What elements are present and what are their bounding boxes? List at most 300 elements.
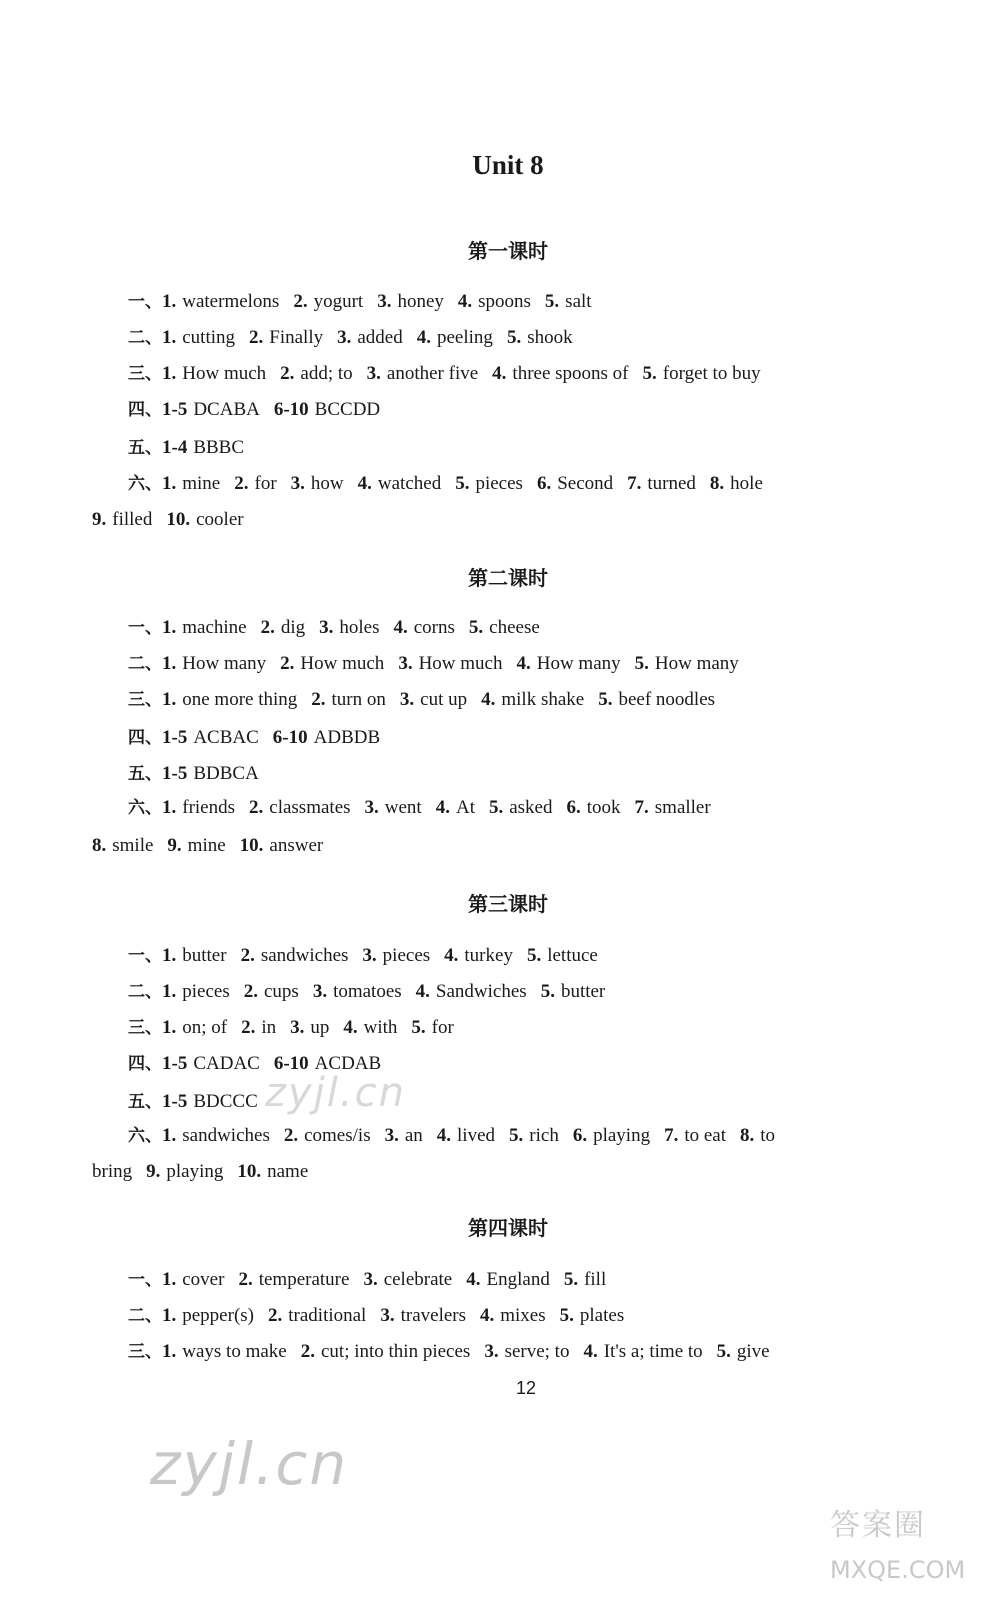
answer-text: friends xyxy=(182,797,236,818)
answer-text: serve; to xyxy=(504,1341,570,1362)
answer-row xyxy=(128,326,920,350)
answer-text: machine xyxy=(182,617,247,638)
question-number: 4. xyxy=(393,617,408,638)
answer-text: for xyxy=(431,1017,454,1038)
question-number: 5. xyxy=(526,945,542,966)
answer-item xyxy=(394,616,455,640)
answer-text: classmates xyxy=(269,797,351,818)
answer-text: asked xyxy=(509,797,553,818)
answer-text: ways to make xyxy=(182,1341,287,1362)
answer-item xyxy=(509,1124,559,1148)
question-number: 3. xyxy=(319,617,334,638)
section-marker: 三、 xyxy=(128,1018,162,1038)
answer-text: rich xyxy=(529,1125,559,1146)
question-number: 4. xyxy=(435,797,450,818)
section-marker: 五、 xyxy=(128,1092,162,1112)
answer-item xyxy=(643,362,761,386)
answer-item xyxy=(740,1124,775,1148)
question-number: 2. xyxy=(280,653,295,674)
answer-text: to eat xyxy=(684,1125,727,1146)
answer-item xyxy=(240,834,324,858)
question-number: 10. xyxy=(166,509,191,530)
answer-text: another five xyxy=(386,363,479,384)
answer-item xyxy=(566,796,620,820)
answer-text: ADBDB xyxy=(313,727,381,748)
answer-text: England xyxy=(486,1269,550,1290)
answer-text: travelers xyxy=(400,1305,466,1326)
question-number: 9. xyxy=(92,509,107,530)
question-number: 1-5 xyxy=(162,399,188,420)
question-number: 3. xyxy=(290,473,305,494)
question-number: 1. xyxy=(162,363,177,384)
answer-item xyxy=(484,1340,569,1364)
question-number: 4. xyxy=(457,291,473,312)
answer-text: how xyxy=(310,473,344,494)
answer-item xyxy=(249,326,323,350)
question-number: 3. xyxy=(312,981,328,1002)
lesson-title: 第三课时 xyxy=(468,892,548,916)
answer-item xyxy=(537,472,613,496)
answer-item xyxy=(469,616,540,640)
answer-text: pieces xyxy=(475,473,523,494)
answer-text: cut; into thin pieces xyxy=(320,1341,471,1362)
answer-item xyxy=(635,796,711,820)
answer-row xyxy=(128,1016,920,1040)
answer-text: butter xyxy=(182,945,227,966)
section-marker: 二、 xyxy=(128,654,162,674)
question-number: 10. xyxy=(239,835,264,856)
answer-item xyxy=(417,326,493,350)
answer-text: tomatoes xyxy=(333,981,402,1002)
answer-text: How many xyxy=(654,653,739,674)
answer-text: playing xyxy=(166,1161,224,1182)
question-number: 5. xyxy=(559,1305,574,1326)
answer-text: yogurt xyxy=(313,291,364,312)
answer-text: BDBCA xyxy=(193,763,259,784)
answer-text: ACBAC xyxy=(193,727,259,748)
answer-item xyxy=(437,1124,495,1148)
answer-row xyxy=(128,944,920,968)
answer-text: to xyxy=(760,1125,776,1146)
question-number: 1. xyxy=(162,1269,177,1290)
answer-row xyxy=(128,472,920,496)
answer-item xyxy=(162,398,260,422)
answer-item xyxy=(377,290,444,314)
answer-item xyxy=(507,326,573,350)
question-number: 5. xyxy=(598,689,613,710)
answer-item xyxy=(162,726,259,750)
question-number: 4. xyxy=(492,363,507,384)
answer-text: corns xyxy=(413,617,455,638)
answer-text: turkey xyxy=(464,945,513,966)
question-number: 1. xyxy=(162,945,177,966)
answer-item xyxy=(436,796,475,820)
answer-item xyxy=(290,1016,329,1040)
question-number: 3. xyxy=(290,1017,305,1038)
question-number: 5. xyxy=(634,653,649,674)
question-number: 3. xyxy=(380,1305,395,1326)
question-number: 2. xyxy=(311,689,326,710)
lesson-title: 第一课时 xyxy=(468,239,548,263)
question-number: 8. xyxy=(740,1125,755,1146)
question-number: 6. xyxy=(572,1125,588,1146)
answer-row xyxy=(128,762,920,786)
answer-row xyxy=(128,796,920,820)
question-number: 1. xyxy=(162,689,177,710)
answer-item xyxy=(365,796,422,820)
question-number: 1. xyxy=(162,797,177,818)
answer-item xyxy=(481,688,584,712)
watermark-url: MXQE.COM xyxy=(830,1556,966,1584)
question-number: 4. xyxy=(343,1017,358,1038)
answer-item xyxy=(284,1124,371,1148)
answer-item xyxy=(301,1340,471,1364)
question-number: 3. xyxy=(384,1125,399,1146)
answer-item xyxy=(162,436,244,460)
question-number: 3. xyxy=(377,291,392,312)
answer-item xyxy=(573,1124,650,1148)
answer-item xyxy=(162,290,279,314)
question-number: 1-5 xyxy=(162,1091,188,1112)
answer-text: an xyxy=(404,1125,423,1146)
answer-item xyxy=(261,616,306,640)
answer-text: filled xyxy=(112,509,153,530)
answer-item xyxy=(400,688,467,712)
answer-text: Sandwiches xyxy=(435,981,527,1002)
answer-item xyxy=(244,980,299,1004)
answer-text: beef noodles xyxy=(618,689,716,710)
question-number: 1. xyxy=(162,653,177,674)
question-number: 7. xyxy=(634,797,649,818)
answer-item xyxy=(293,290,363,314)
answer-text: salt xyxy=(565,291,592,312)
question-number: 5. xyxy=(563,1269,579,1290)
question-number: 2. xyxy=(260,617,275,638)
question-number: 4. xyxy=(416,327,431,348)
answer-item xyxy=(466,1268,550,1292)
answer-text: How much xyxy=(418,653,503,674)
answer-text: on; of xyxy=(182,1017,228,1038)
answer-item xyxy=(411,1016,453,1040)
answer-item xyxy=(162,616,247,640)
question-number: 3. xyxy=(366,363,381,384)
answer-text: cutting xyxy=(182,327,236,348)
answer-text: forget to buy xyxy=(662,363,761,384)
answer-item xyxy=(358,472,442,496)
section-marker: 三、 xyxy=(128,1342,162,1362)
answer-item xyxy=(664,1124,726,1148)
answer-item xyxy=(237,1160,308,1184)
answer-item xyxy=(398,652,502,676)
answer-text: How much xyxy=(182,363,267,384)
answer-item xyxy=(162,1124,270,1148)
answer-item xyxy=(444,944,513,968)
question-number: 3. xyxy=(484,1341,499,1362)
question-number: 4. xyxy=(357,473,372,494)
answer-text: pieces xyxy=(382,945,431,966)
answer-text: spoons xyxy=(478,291,531,312)
section-marker: 三、 xyxy=(128,690,162,710)
answer-row xyxy=(128,436,920,460)
answer-row xyxy=(128,616,920,640)
answer-item xyxy=(710,472,763,496)
question-number: 1. xyxy=(162,291,177,312)
answer-text: How many xyxy=(182,653,267,674)
answer-text: CADAC xyxy=(193,1053,260,1074)
answer-text: mixes xyxy=(500,1305,546,1326)
answer-text: Second xyxy=(557,473,614,494)
answer-item xyxy=(343,1016,397,1040)
question-number: 2. xyxy=(240,945,255,966)
answer-text: BDCCC xyxy=(193,1091,258,1112)
section-marker: 五、 xyxy=(128,438,162,458)
answer-item xyxy=(162,1016,227,1040)
answer-item xyxy=(416,980,527,1004)
answer-item xyxy=(380,1304,466,1328)
answer-text: Finally xyxy=(269,327,324,348)
answer-item xyxy=(268,1304,366,1328)
answer-item xyxy=(241,944,349,968)
question-number: 4. xyxy=(583,1341,598,1362)
answer-item xyxy=(92,508,152,532)
answer-row xyxy=(128,1052,920,1076)
answer-text: dig xyxy=(280,617,306,638)
answer-item xyxy=(162,1090,258,1114)
answer-item xyxy=(273,726,380,750)
watermark-text: zyjl.cn xyxy=(265,1070,406,1116)
question-number: 10. xyxy=(237,1161,262,1182)
section-marker: 一、 xyxy=(128,1270,162,1290)
answer-text: comes/is xyxy=(304,1125,371,1146)
question-number: 3. xyxy=(364,797,379,818)
question-number: 4. xyxy=(415,981,430,1002)
answer-item xyxy=(162,980,230,1004)
answer-row xyxy=(128,1304,920,1328)
answer-text: honey xyxy=(397,291,444,312)
answer-text: plates xyxy=(579,1305,625,1326)
answer-item xyxy=(162,762,259,786)
answer-item xyxy=(480,1304,546,1328)
section-marker: 一、 xyxy=(128,292,162,312)
question-number: 5. xyxy=(455,473,470,494)
question-number: 2. xyxy=(238,1269,253,1290)
question-number: 9. xyxy=(146,1161,161,1182)
answer-item xyxy=(385,1124,423,1148)
answer-text: lettuce xyxy=(547,945,598,966)
answer-text: answer xyxy=(269,835,324,856)
answer-text: cut up xyxy=(420,689,468,710)
question-number: 5. xyxy=(642,363,657,384)
question-number: 1-5 xyxy=(162,727,188,748)
answer-item xyxy=(319,616,379,640)
question-number: 5. xyxy=(468,617,484,638)
answer-text: DCABA xyxy=(193,399,260,420)
section-marker: 三、 xyxy=(128,364,162,384)
answer-text: bring xyxy=(92,1161,133,1182)
question-number: 6-10 xyxy=(272,727,308,748)
answer-item xyxy=(167,834,225,858)
answer-text: pieces xyxy=(182,981,230,1002)
question-number: 2. xyxy=(249,327,264,348)
question-number: 8. xyxy=(92,835,107,856)
question-number: 2. xyxy=(300,1341,315,1362)
question-number: 5. xyxy=(506,327,522,348)
answer-text: for xyxy=(254,473,277,494)
answer-row xyxy=(128,290,920,314)
answer-item xyxy=(162,796,235,820)
answer-text: BBBC xyxy=(193,437,245,458)
question-number: 2. xyxy=(293,291,308,312)
answer-text: cover xyxy=(182,1269,225,1290)
answer-item xyxy=(313,980,402,1004)
answer-text: name xyxy=(267,1161,309,1182)
section-marker: 二、 xyxy=(128,1306,162,1326)
answer-item xyxy=(560,1304,625,1328)
answer-text: How many xyxy=(536,653,621,674)
section-marker: 一、 xyxy=(128,946,162,966)
answer-item xyxy=(627,472,696,496)
question-number: 1. xyxy=(162,1125,177,1146)
question-number: 1. xyxy=(162,981,177,1002)
answer-text: mine xyxy=(187,835,226,856)
answer-item xyxy=(545,290,592,314)
answer-row xyxy=(128,1340,920,1364)
answer-item xyxy=(162,1052,260,1076)
answer-row xyxy=(92,508,920,532)
answer-text: How much xyxy=(300,653,385,674)
answer-text: went xyxy=(384,797,422,818)
question-number: 2. xyxy=(241,1017,256,1038)
section-marker: 六、 xyxy=(128,798,162,818)
answer-text: mine xyxy=(182,473,221,494)
answer-item xyxy=(162,472,220,496)
answer-text: in xyxy=(261,1017,277,1038)
answer-text: cheese xyxy=(489,617,540,638)
question-number: 8. xyxy=(709,473,725,494)
section-marker: 四、 xyxy=(128,400,162,420)
answer-text: butter xyxy=(560,981,606,1002)
answer-row xyxy=(128,398,920,422)
question-number: 1. xyxy=(162,1341,177,1362)
answer-row xyxy=(92,834,920,858)
answer-item xyxy=(274,398,380,422)
answer-text: add; to xyxy=(300,363,353,384)
answer-item xyxy=(337,326,403,350)
answer-item xyxy=(162,652,266,676)
answer-text: three spoons of xyxy=(512,363,629,384)
question-number: 5. xyxy=(540,981,555,1002)
question-number: 6. xyxy=(536,473,552,494)
answer-item xyxy=(362,944,430,968)
answer-text: took xyxy=(586,797,621,818)
answer-row xyxy=(128,652,920,676)
question-number: 4. xyxy=(516,653,531,674)
answer-row xyxy=(92,1160,920,1184)
answer-text: sandwiches xyxy=(182,1125,270,1146)
section-marker: 四、 xyxy=(128,1054,162,1074)
answer-text: traditional xyxy=(288,1305,367,1326)
question-number: 1. xyxy=(162,617,177,638)
question-number: 4. xyxy=(444,945,459,966)
question-number: 1-5 xyxy=(162,763,188,784)
question-number: 1. xyxy=(162,473,177,494)
answer-text: hole xyxy=(730,473,763,494)
answer-text: shook xyxy=(527,327,573,348)
answer-item xyxy=(363,1268,452,1292)
question-number: 5. xyxy=(411,1017,426,1038)
question-number: 4. xyxy=(480,1305,495,1326)
answer-text: up xyxy=(310,1017,330,1038)
lesson-title: 第二课时 xyxy=(468,566,548,590)
answer-text: lived xyxy=(457,1125,496,1146)
section-marker: 一、 xyxy=(128,618,162,638)
question-number: 7. xyxy=(627,473,642,494)
answer-text: added xyxy=(357,327,403,348)
question-number: 4. xyxy=(481,689,496,710)
answer-text: turn on xyxy=(331,689,386,710)
question-number: 5. xyxy=(716,1341,731,1362)
answer-row xyxy=(128,1268,920,1292)
answer-text: turned xyxy=(647,473,696,494)
answer-text: temperature xyxy=(258,1269,350,1290)
answer-row xyxy=(128,362,920,386)
question-number: 2. xyxy=(283,1125,299,1146)
watermark-logo-text: 答案圈 xyxy=(830,1508,926,1543)
answer-text: give xyxy=(736,1341,770,1362)
answer-item xyxy=(162,1304,254,1328)
answer-item xyxy=(162,362,266,386)
question-number: 2. xyxy=(243,981,258,1002)
answer-row xyxy=(128,726,920,750)
question-number: 4. xyxy=(436,1125,452,1146)
question-number: 3. xyxy=(399,689,415,710)
question-number: 7. xyxy=(664,1125,679,1146)
unit-title: Unit 8 xyxy=(472,150,544,180)
question-number: 5. xyxy=(488,797,504,818)
answer-row xyxy=(128,688,920,712)
question-number: 5. xyxy=(544,291,560,312)
question-number: 2. xyxy=(268,1305,283,1326)
answer-item xyxy=(241,1016,276,1040)
answer-item xyxy=(311,688,386,712)
answer-item xyxy=(238,1268,349,1292)
answer-item xyxy=(541,980,606,1004)
answer-item xyxy=(162,944,227,968)
answer-item xyxy=(635,652,739,676)
answer-item xyxy=(166,508,243,532)
answer-text: cooler xyxy=(196,509,244,530)
question-number: 2. xyxy=(249,797,264,818)
answer-item xyxy=(564,1268,606,1292)
question-number: 6. xyxy=(566,797,581,818)
answer-text: milk shake xyxy=(501,689,585,710)
question-number: 1-5 xyxy=(162,1053,188,1074)
question-number: 6-10 xyxy=(273,399,309,420)
question-number: 1. xyxy=(162,1305,177,1326)
answer-item xyxy=(162,688,297,712)
answer-item xyxy=(92,1160,132,1184)
answer-text: smile xyxy=(112,835,154,856)
question-number: 6-10 xyxy=(273,1053,309,1074)
answer-item xyxy=(162,326,235,350)
section-marker: 六、 xyxy=(128,474,162,494)
answer-text: one more thing xyxy=(182,689,298,710)
question-number: 3. xyxy=(363,1269,378,1290)
section-marker: 二、 xyxy=(128,982,162,1002)
answer-text: smaller xyxy=(654,797,711,818)
answer-text: playing xyxy=(593,1125,651,1146)
answer-text: BCCDD xyxy=(314,399,381,420)
